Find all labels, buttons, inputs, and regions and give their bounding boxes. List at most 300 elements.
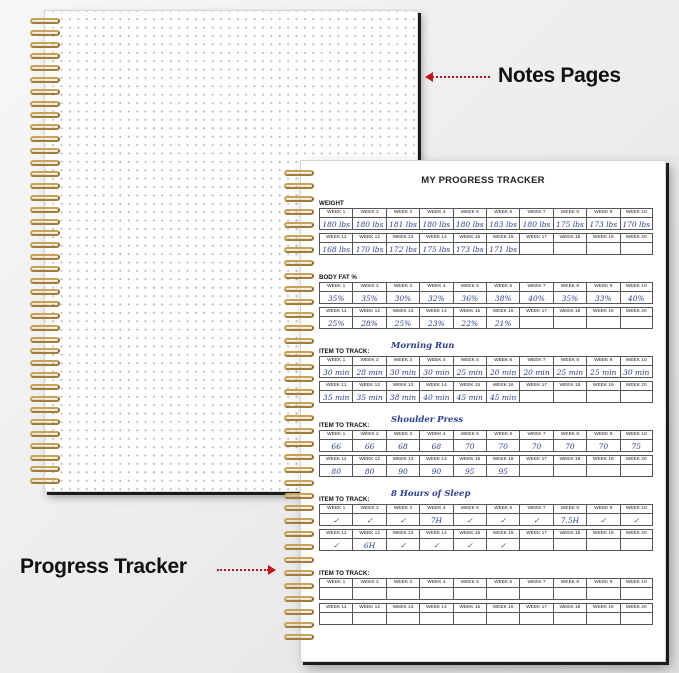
week-header-cell: WEEK 7 xyxy=(519,282,552,291)
week-value-cell[interactable] xyxy=(419,612,452,625)
week-header-cell: WEEK 6 xyxy=(486,208,519,217)
week-header-cell: WEEK 16 xyxy=(486,233,519,242)
week-header-cell: WEEK 18 xyxy=(553,233,586,242)
week-header-cell: WEEK 17 xyxy=(519,307,552,316)
week-header-cell: WEEK 14 xyxy=(419,529,452,538)
week-header-cell: WEEK 10 xyxy=(620,578,653,587)
week-value-cell[interactable]: 35% xyxy=(352,291,385,304)
week-value-cell[interactable]: 45 min xyxy=(453,390,486,403)
week-value-cell[interactable]: ✓ xyxy=(352,513,385,526)
week-value-cell[interactable]: 35 min xyxy=(352,390,385,403)
week-value-cell[interactable] xyxy=(519,316,552,329)
week-header-cell: WEEK 12 xyxy=(352,603,385,612)
week-value-cell[interactable]: 22% xyxy=(453,316,486,329)
week-header-row xyxy=(319,282,653,291)
tracker-arrow-head xyxy=(268,565,276,575)
week-header-cell: WEEK 20 xyxy=(620,233,653,242)
week-header-cell: WEEK 18 xyxy=(553,307,586,316)
section-item-name[interactable]: 8 Hours of Sleep xyxy=(391,489,471,499)
week-value-cell[interactable] xyxy=(419,587,452,600)
week-header-cell: WEEK 15 xyxy=(453,603,486,612)
week-header-cell: WEEK 5 xyxy=(453,430,486,439)
week-value-cell[interactable] xyxy=(586,242,619,255)
spiral-coil xyxy=(30,372,60,378)
week-value-row xyxy=(319,365,653,378)
week-value-cell[interactable] xyxy=(319,587,352,600)
week-value-cell[interactable]: ✓ xyxy=(453,538,486,551)
week-value-cell[interactable] xyxy=(519,390,552,403)
spiral-coil xyxy=(284,325,314,331)
week-header-cell: WEEK 17 xyxy=(519,455,552,464)
spiral-coil xyxy=(30,136,60,142)
week-value-cell[interactable] xyxy=(519,587,552,600)
week-value-cell[interactable] xyxy=(620,587,653,600)
week-header-cell: WEEK 9 xyxy=(586,208,619,217)
week-value-cell[interactable] xyxy=(586,612,619,625)
week-value-cell[interactable] xyxy=(519,538,552,551)
week-header-cell: WEEK 1 xyxy=(319,578,352,587)
week-header-cell: WEEK 4 xyxy=(419,356,452,365)
week-value-cell[interactable]: ✓ xyxy=(453,513,486,526)
week-value-cell[interactable]: 80 xyxy=(352,464,385,477)
week-value-cell[interactable] xyxy=(553,587,586,600)
week-value-cell[interactable]: 70 xyxy=(586,439,619,452)
week-value-cell[interactable] xyxy=(586,316,619,329)
week-header-cell: WEEK 3 xyxy=(386,504,419,513)
spiral-coil xyxy=(284,518,314,524)
week-header-cell: WEEK 19 xyxy=(586,455,619,464)
tracker-arrow-line xyxy=(217,569,269,571)
week-value-cell[interactable]: 28% xyxy=(352,316,385,329)
week-value-cell[interactable] xyxy=(386,587,419,600)
week-value-cell[interactable]: 175 lbs xyxy=(419,242,452,255)
week-value-cell[interactable]: 25 min xyxy=(553,365,586,378)
week-header-cell: WEEK 11 xyxy=(319,603,352,612)
spiral-coil xyxy=(284,493,314,499)
week-header-cell: WEEK 17 xyxy=(519,529,552,538)
tracker-section xyxy=(319,415,653,477)
week-value-cell[interactable] xyxy=(386,612,419,625)
notes-pages-callout: Notes Pages xyxy=(498,64,621,87)
week-header-row xyxy=(319,233,653,242)
week-value-cell[interactable]: 68 xyxy=(386,439,419,452)
week-value-cell[interactable]: 70 xyxy=(453,439,486,452)
week-value-cell[interactable]: 30% xyxy=(386,291,419,304)
week-value-cell[interactable]: 40% xyxy=(519,291,552,304)
week-header-row xyxy=(319,529,653,538)
week-header-cell: WEEK 16 xyxy=(486,307,519,316)
spiral-coil xyxy=(30,478,60,484)
week-header-row xyxy=(319,307,653,316)
week-header-cell: WEEK 13 xyxy=(386,381,419,390)
spiral-coil xyxy=(30,407,60,413)
week-header-cell: WEEK 13 xyxy=(386,529,419,538)
spiral-coil xyxy=(30,18,60,24)
spiral-coil xyxy=(30,42,60,48)
spiral-coil xyxy=(284,364,314,370)
spiral-coil xyxy=(30,160,60,166)
spiral-coil xyxy=(30,278,60,284)
week-header-row xyxy=(319,455,653,464)
week-header-cell: WEEK 16 xyxy=(486,381,519,390)
week-value-cell[interactable] xyxy=(620,464,653,477)
week-value-cell[interactable]: ✓ xyxy=(319,513,352,526)
week-value-cell[interactable] xyxy=(620,390,653,403)
spiral-coil xyxy=(284,467,314,473)
spiral-coil xyxy=(284,351,314,357)
week-value-cell[interactable]: 66 xyxy=(352,439,385,452)
week-value-cell[interactable] xyxy=(553,612,586,625)
spiral-coil xyxy=(284,299,314,305)
week-header-cell: WEEK 4 xyxy=(419,578,452,587)
spiral-coil xyxy=(284,389,314,395)
week-value-cell[interactable]: 32% xyxy=(419,291,452,304)
week-value-cell[interactable]: 25% xyxy=(319,316,352,329)
week-header-cell: WEEK 11 xyxy=(319,529,352,538)
week-value-cell[interactable]: ✓ xyxy=(620,513,653,526)
week-value-cell[interactable]: 175 lbs xyxy=(553,217,586,230)
section-label: ITEM TO TRACK: Morning Run xyxy=(319,341,455,355)
week-value-cell[interactable]: 40% xyxy=(620,291,653,304)
week-value-row xyxy=(319,439,653,452)
week-header-row xyxy=(319,356,653,365)
week-value-cell[interactable]: 180 lbs xyxy=(519,217,552,230)
week-value-cell[interactable]: 173 lbs xyxy=(586,217,619,230)
week-value-cell[interactable]: 90 xyxy=(419,464,452,477)
week-header-cell: WEEK 5 xyxy=(453,504,486,513)
week-header-cell: WEEK 15 xyxy=(453,381,486,390)
week-value-cell[interactable] xyxy=(620,612,653,625)
spiral-coil xyxy=(284,609,314,615)
week-header-cell: WEEK 16 xyxy=(486,603,519,612)
week-header-cell: WEEK 3 xyxy=(386,356,419,365)
tracker-section xyxy=(319,569,653,625)
spiral-coil xyxy=(284,441,314,447)
spiral-coil xyxy=(30,171,60,177)
week-value-cell[interactable] xyxy=(586,390,619,403)
week-value-cell[interactable]: ✓ xyxy=(519,513,552,526)
section-label: ITEM TO TRACK: 8 Hours of Sleep xyxy=(319,489,471,503)
week-value-cell[interactable] xyxy=(486,587,519,600)
week-value-cell[interactable]: ✓ xyxy=(386,513,419,526)
spiral-coil xyxy=(284,570,314,576)
week-value-row xyxy=(319,316,653,329)
week-header-cell: WEEK 8 xyxy=(553,504,586,513)
week-value-cell[interactable]: 180 lbs xyxy=(352,217,385,230)
week-header-cell: WEEK 17 xyxy=(519,233,552,242)
week-header-cell: WEEK 17 xyxy=(519,381,552,390)
week-value-cell[interactable]: 70 xyxy=(553,439,586,452)
week-header-cell: WEEK 13 xyxy=(386,233,419,242)
week-header-cell: WEEK 5 xyxy=(453,356,486,365)
week-value-cell[interactable] xyxy=(620,242,653,255)
week-header-cell: WEEK 2 xyxy=(352,430,385,439)
spiral-coil xyxy=(30,266,60,272)
week-value-cell[interactable]: 30 min xyxy=(386,365,419,378)
spiral-coil xyxy=(30,112,60,118)
week-header-cell: WEEK 14 xyxy=(419,603,452,612)
week-value-cell[interactable]: 70 xyxy=(519,439,552,452)
spiral-coil xyxy=(284,273,314,279)
week-value-cell[interactable]: 7.5H xyxy=(553,513,586,526)
week-header-cell: WEEK 7 xyxy=(519,578,552,587)
week-value-cell[interactable]: 28 min xyxy=(352,365,385,378)
week-value-cell[interactable] xyxy=(553,464,586,477)
week-header-cell: WEEK 9 xyxy=(586,504,619,513)
week-value-cell[interactable] xyxy=(486,612,519,625)
week-header-cell: WEEK 15 xyxy=(453,307,486,316)
week-value-cell[interactable]: 38 min xyxy=(386,390,419,403)
week-header-cell: WEEK 9 xyxy=(586,430,619,439)
week-value-cell[interactable]: 30 min xyxy=(620,365,653,378)
spiral-coil xyxy=(30,77,60,83)
spiral-coil xyxy=(30,360,60,366)
week-value-cell[interactable]: 95 xyxy=(486,464,519,477)
week-value-cell[interactable]: 180 lbs xyxy=(319,217,352,230)
week-header-cell: WEEK 19 xyxy=(586,233,619,242)
week-value-row xyxy=(319,242,653,255)
week-header-cell: WEEK 7 xyxy=(519,208,552,217)
week-value-cell[interactable]: 170 lbs xyxy=(352,242,385,255)
spiral-coil xyxy=(30,183,60,189)
spiral-coil xyxy=(284,235,314,241)
week-value-cell[interactable]: 180 lbs xyxy=(419,217,452,230)
week-header-cell: WEEK 4 xyxy=(419,504,452,513)
section-label: BODY FAT % xyxy=(319,274,357,281)
week-header-cell: WEEK 5 xyxy=(453,208,486,217)
spiral-coil xyxy=(30,101,60,107)
spiral-coil xyxy=(284,260,314,266)
section-item-name[interactable]: Shoulder Press xyxy=(391,415,464,425)
week-header-cell: WEEK 11 xyxy=(319,233,352,242)
week-header-cell: WEEK 4 xyxy=(419,282,452,291)
spiral-coil xyxy=(284,247,314,253)
week-header-cell: WEEK 15 xyxy=(453,233,486,242)
week-header-cell: WEEK 13 xyxy=(386,455,419,464)
week-value-cell[interactable]: ✓ xyxy=(386,538,419,551)
week-value-cell[interactable]: ✓ xyxy=(486,513,519,526)
week-value-cell[interactable]: 7H xyxy=(419,513,452,526)
spiral-coil xyxy=(30,384,60,390)
week-value-cell[interactable]: 25% xyxy=(386,316,419,329)
spiral-coil xyxy=(30,289,60,295)
week-header-cell: WEEK 1 xyxy=(319,356,352,365)
week-value-cell[interactable]: 30 min xyxy=(319,365,352,378)
week-value-cell[interactable]: 25 min xyxy=(453,365,486,378)
week-header-cell: WEEK 2 xyxy=(352,578,385,587)
spiral-coil xyxy=(30,65,60,71)
week-value-row xyxy=(319,612,653,625)
week-header-cell: WEEK 20 xyxy=(620,603,653,612)
week-header-cell: WEEK 3 xyxy=(386,430,419,439)
week-header-cell: WEEK 4 xyxy=(419,208,452,217)
spiral-coil xyxy=(30,419,60,425)
week-value-cell[interactable]: 35% xyxy=(553,291,586,304)
week-value-cell[interactable]: 38% xyxy=(486,291,519,304)
week-value-cell[interactable] xyxy=(620,538,653,551)
week-value-cell[interactable]: 33% xyxy=(586,291,619,304)
week-header-cell: WEEK 8 xyxy=(553,430,586,439)
week-value-cell[interactable] xyxy=(586,464,619,477)
spiral-coil xyxy=(30,325,60,331)
progress-tracker-notebook xyxy=(300,160,666,662)
week-value-cell[interactable] xyxy=(553,390,586,403)
spiral-coil xyxy=(284,557,314,563)
week-value-cell[interactable]: 68 xyxy=(419,439,452,452)
week-header-cell: WEEK 2 xyxy=(352,504,385,513)
week-value-cell[interactable]: 183 lbs xyxy=(486,217,519,230)
week-value-cell[interactable]: 20 min xyxy=(519,365,552,378)
week-value-cell[interactable]: 95 xyxy=(453,464,486,477)
week-value-cell[interactable]: 90 xyxy=(386,464,419,477)
week-header-cell: WEEK 10 xyxy=(620,356,653,365)
week-value-cell[interactable]: 70 xyxy=(486,439,519,452)
week-value-row xyxy=(319,587,653,600)
week-value-cell[interactable]: 180 lbs xyxy=(453,217,486,230)
week-value-cell[interactable]: 40 min xyxy=(419,390,452,403)
spiral-coil xyxy=(284,402,314,408)
week-value-cell[interactable] xyxy=(453,587,486,600)
week-header-cell: WEEK 4 xyxy=(419,430,452,439)
week-value-cell[interactable]: 172 lbs xyxy=(386,242,419,255)
spiral-coil xyxy=(30,313,60,319)
week-header-cell: WEEK 14 xyxy=(419,381,452,390)
spiral-coil xyxy=(284,634,314,640)
week-header-cell: WEEK 15 xyxy=(453,529,486,538)
section-item-name[interactable]: Morning Run xyxy=(391,341,455,351)
week-value-cell[interactable] xyxy=(352,612,385,625)
section-label: ITEM TO TRACK: Shoulder Press xyxy=(319,415,464,429)
week-header-cell: WEEK 9 xyxy=(586,356,619,365)
week-header-row xyxy=(319,430,653,439)
week-header-cell: WEEK 12 xyxy=(352,529,385,538)
spiral-coil xyxy=(30,53,60,59)
week-header-cell: WEEK 18 xyxy=(553,455,586,464)
tracker-title: MY PROGRESS TRACKER xyxy=(421,175,545,186)
week-value-cell[interactable]: 6H xyxy=(352,538,385,551)
week-value-cell[interactable]: 23% xyxy=(419,316,452,329)
week-value-cell[interactable] xyxy=(620,316,653,329)
week-value-cell[interactable] xyxy=(519,612,552,625)
spiral-coil xyxy=(284,196,314,202)
week-value-cell[interactable]: 80 xyxy=(319,464,352,477)
week-value-cell[interactable]: 25 min xyxy=(586,365,619,378)
week-header-cell: WEEK 7 xyxy=(519,356,552,365)
week-header-cell: WEEK 10 xyxy=(620,504,653,513)
week-value-cell[interactable] xyxy=(586,587,619,600)
week-value-cell[interactable]: 30 min xyxy=(419,365,452,378)
week-header-cell: WEEK 18 xyxy=(553,381,586,390)
week-header-cell: WEEK 18 xyxy=(553,603,586,612)
week-value-cell[interactable]: 170 lbs xyxy=(620,217,653,230)
week-header-row xyxy=(319,504,653,513)
tracker-section xyxy=(319,341,653,403)
spiral-coil xyxy=(30,30,60,36)
week-header-cell: WEEK 11 xyxy=(319,455,352,464)
week-value-cell[interactable] xyxy=(519,464,552,477)
week-value-cell[interactable]: 45 min xyxy=(486,390,519,403)
week-header-cell: WEEK 20 xyxy=(620,529,653,538)
spiral-coil xyxy=(284,531,314,537)
week-value-cell[interactable] xyxy=(453,612,486,625)
week-value-cell[interactable]: 75 xyxy=(620,439,653,452)
week-header-cell: WEEK 3 xyxy=(386,282,419,291)
week-header-cell: WEEK 8 xyxy=(553,208,586,217)
section-label: WEIGHT xyxy=(319,200,344,207)
spiral-coil xyxy=(30,242,60,248)
week-value-cell[interactable] xyxy=(519,242,552,255)
spiral-coil xyxy=(284,596,314,602)
week-value-cell[interactable] xyxy=(553,242,586,255)
week-value-cell[interactable] xyxy=(319,612,352,625)
week-value-cell[interactable]: 173 lbs xyxy=(453,242,486,255)
week-header-cell: WEEK 16 xyxy=(486,529,519,538)
week-header-cell: WEEK 10 xyxy=(620,430,653,439)
spiral-coil xyxy=(284,505,314,511)
week-value-cell[interactable]: 20 min xyxy=(486,365,519,378)
week-header-cell: WEEK 20 xyxy=(620,307,653,316)
week-header-cell: WEEK 1 xyxy=(319,430,352,439)
week-value-cell[interactable]: 181 lbs xyxy=(386,217,419,230)
week-value-cell[interactable] xyxy=(553,316,586,329)
week-header-cell: WEEK 12 xyxy=(352,455,385,464)
week-header-cell: WEEK 19 xyxy=(586,381,619,390)
spiral-coil xyxy=(284,170,314,176)
week-header-cell: WEEK 14 xyxy=(419,233,452,242)
spiral-coil xyxy=(284,183,314,189)
spiral-coil xyxy=(284,544,314,550)
week-header-cell: WEEK 15 xyxy=(453,455,486,464)
week-value-cell[interactable] xyxy=(553,538,586,551)
spiral-coil xyxy=(284,454,314,460)
week-value-cell[interactable]: ✓ xyxy=(486,538,519,551)
week-value-cell[interactable]: ✓ xyxy=(586,513,619,526)
week-header-cell: WEEK 6 xyxy=(486,282,519,291)
week-value-row xyxy=(319,464,653,477)
week-value-cell[interactable]: ✓ xyxy=(419,538,452,551)
spiral-coil xyxy=(30,348,60,354)
week-value-cell[interactable] xyxy=(586,538,619,551)
spiral-coil xyxy=(284,312,314,318)
week-value-cell[interactable]: 66 xyxy=(319,439,352,452)
week-value-cell[interactable]: 21% xyxy=(486,316,519,329)
spiral-coil xyxy=(30,230,60,236)
spiral-coil xyxy=(284,222,314,228)
week-header-cell: WEEK 7 xyxy=(519,430,552,439)
spiral-coil xyxy=(30,431,60,437)
week-value-cell[interactable]: 35 min xyxy=(319,390,352,403)
week-value-row xyxy=(319,217,653,230)
spiral-coil xyxy=(284,428,314,434)
week-header-cell: WEEK 9 xyxy=(586,282,619,291)
week-header-cell: WEEK 13 xyxy=(386,603,419,612)
week-value-cell[interactable] xyxy=(352,587,385,600)
week-header-cell: WEEK 6 xyxy=(486,430,519,439)
week-value-row xyxy=(319,291,653,304)
week-value-cell[interactable]: ✓ xyxy=(319,538,352,551)
week-value-cell[interactable]: 171 lbs xyxy=(486,242,519,255)
week-value-cell[interactable]: 168 lbs xyxy=(319,242,352,255)
spiral-coil xyxy=(284,286,314,292)
spiral-coil xyxy=(30,443,60,449)
spiral-coil xyxy=(30,337,60,343)
spiral-coil xyxy=(284,209,314,215)
tracker-section xyxy=(319,489,653,551)
week-header-row xyxy=(319,381,653,390)
week-value-cell[interactable]: 35% xyxy=(319,291,352,304)
week-header-cell: WEEK 13 xyxy=(386,307,419,316)
week-value-cell[interactable]: 36% xyxy=(453,291,486,304)
